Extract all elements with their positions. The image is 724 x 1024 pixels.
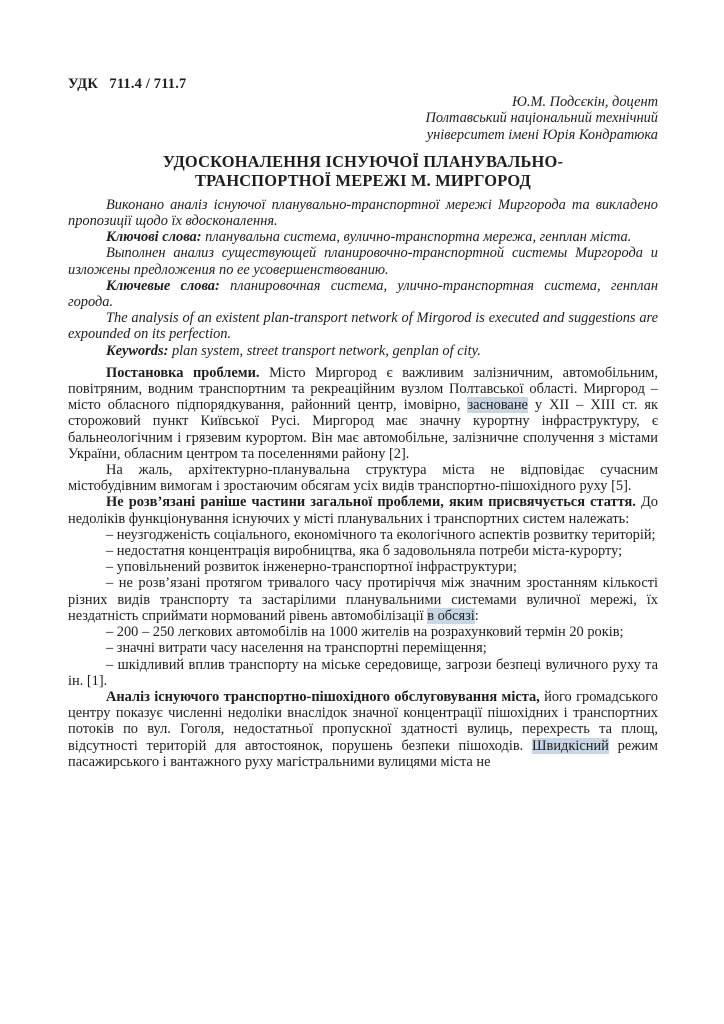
keywords-en-text: plan system, street transport network, genplan of city. (168, 342, 481, 359)
paragraph-text: у XII – XIII ст. як сторожовий пункт Київської Русі. Миргород має значну курортну інфраструктуру, є бальнеологічним і грязевим курортом. Він має автомобільне, залізничне сполучення з містами України, обласним центром та поселеннями району [2]. (68, 397, 659, 462)
paragraph: На жаль, архітектурно-планувальна структура міста не відповідає сучасним містобудівним вимогам і зростаючим обсягам усіх видів транспортно-пішохідного руху [5]. (68, 462, 658, 495)
udc-code: УДК 711.4 / 711.7 (68, 76, 187, 92)
list-item: – шкідливий вплив транспорту на міське середовище, загрози безпеці вуличного руху та ін. [1]. (68, 656, 658, 689)
affiliation-line-2: університет імені Юрія Кондратюка (426, 126, 658, 143)
paragraph-unsolved-problems (68, 494, 658, 526)
body-section (68, 365, 658, 770)
paragraph-text: До недоліків функціонування існуючих у місті планувальних і транспортних систем належать: (68, 494, 658, 527)
paragraph-lead: Постановка проблеми. (106, 364, 260, 381)
paragraph-text: Місто Миргород є важливим залізничним, автомобільним, повітряним, водним транспортним та рекреаційним вузлом Полтавської області. Миргород – місто обласного підпорядкування, районний центр, імовірно, (68, 364, 658, 414)
paragraph-problem-statement (68, 365, 658, 462)
affiliation-line-1: Полтавський національний технічний (425, 110, 658, 127)
abstract-en: The analysis of an existent plan-transport network of Mirgorod is executed and suggestions are expounded on its perfection. (68, 310, 658, 343)
keywords-ru-text: планировочная система, улично-транспортная система, генплан города. (68, 277, 658, 311)
paragraph-analysis (68, 689, 658, 770)
paper-title-line-2: ТРАНСПОРТНОЇ МЕРЕЖІ М. МИРГОРОД (195, 170, 531, 190)
highlighted-text: в обсязі (427, 607, 475, 624)
abstract-ua: Виконано аналіз існуючої планувально-транспортної мережі Миргорода та викладено пропозиції щодо їх вдосконалення. (68, 196, 658, 230)
author-name: Ю.М. Подсєкін, доцент (512, 94, 658, 111)
list-item: – 200 – 250 легкових автомобілів на 1000 жителів на розрахунковий термін 20 років; (106, 624, 624, 641)
highlighted-text: Швидкісний (532, 737, 609, 754)
paragraph-text: режим пасажирського і вантажного руху магістральними вулицями міста не (68, 737, 659, 770)
list-item (68, 575, 658, 624)
keywords-en-label: Keywords: (106, 342, 169, 359)
keywords-ru-label: Ключевые слова: (106, 277, 220, 294)
keywords-ua-label: Ключові слова: (106, 229, 202, 246)
list-item: – неузгодженість соціального, економічного та екологічного аспектів розвитку територій; (106, 526, 656, 543)
keywords-en (68, 343, 658, 359)
paragraph-lead: Не розв’язані раніше частини загальної проблеми, яким присвячується стаття. (106, 494, 636, 511)
paragraph-text: – не розв’язані протягом тривалого часу протиріччя між значним зростанням кількості різних видів транспорту та застарілими планувальними системами вуличної мережі, їх нездатність сприймати нормований рівень автомобілізації (68, 575, 658, 624)
list-item: – уповільнений розвиток інженерно-транспортної інфраструктури; (106, 559, 517, 576)
keywords-ru (68, 278, 658, 310)
keywords-ua-text: планувальна система, вулично-транспортна мережа, генплан міста. (201, 229, 632, 246)
paragraph-lead: Аналіз існуючого транспортно-пішохідного обслуговування міста, (106, 688, 540, 705)
keywords-ua (68, 229, 658, 245)
abstract-section (68, 197, 658, 359)
paper-title-line-1: УДОСКОНАЛЕННЯ ІСНУЮЧОЇ ПЛАНУВАЛЬНО- (162, 151, 564, 171)
highlighted-text: засноване (467, 397, 528, 414)
paragraph-text: : (474, 607, 479, 624)
abstract-ru: Выполнен анализ существующей планировочно-транспортной системы Миргорода и изложены предложения по ее усовершенствованию. (68, 245, 658, 278)
paragraph-text: його громадського центру показує численні недоліки внаслідок значної концентрації пішохідних і транспортних потоків по вул. Гоголя, недостатньої пропускної здатності вулиць, перехресть та площ, відсутності територій для автостоянок, порушень безпеки пішоходів. (68, 688, 658, 754)
paper-title (68, 152, 658, 190)
list-item: – недостатня концентрація виробництва, яка б задовольняла потреби міста-курорту; (106, 543, 623, 560)
author-block (68, 94, 658, 143)
list-item: – значні витрати часу населення на транспортні переміщення; (106, 640, 487, 657)
